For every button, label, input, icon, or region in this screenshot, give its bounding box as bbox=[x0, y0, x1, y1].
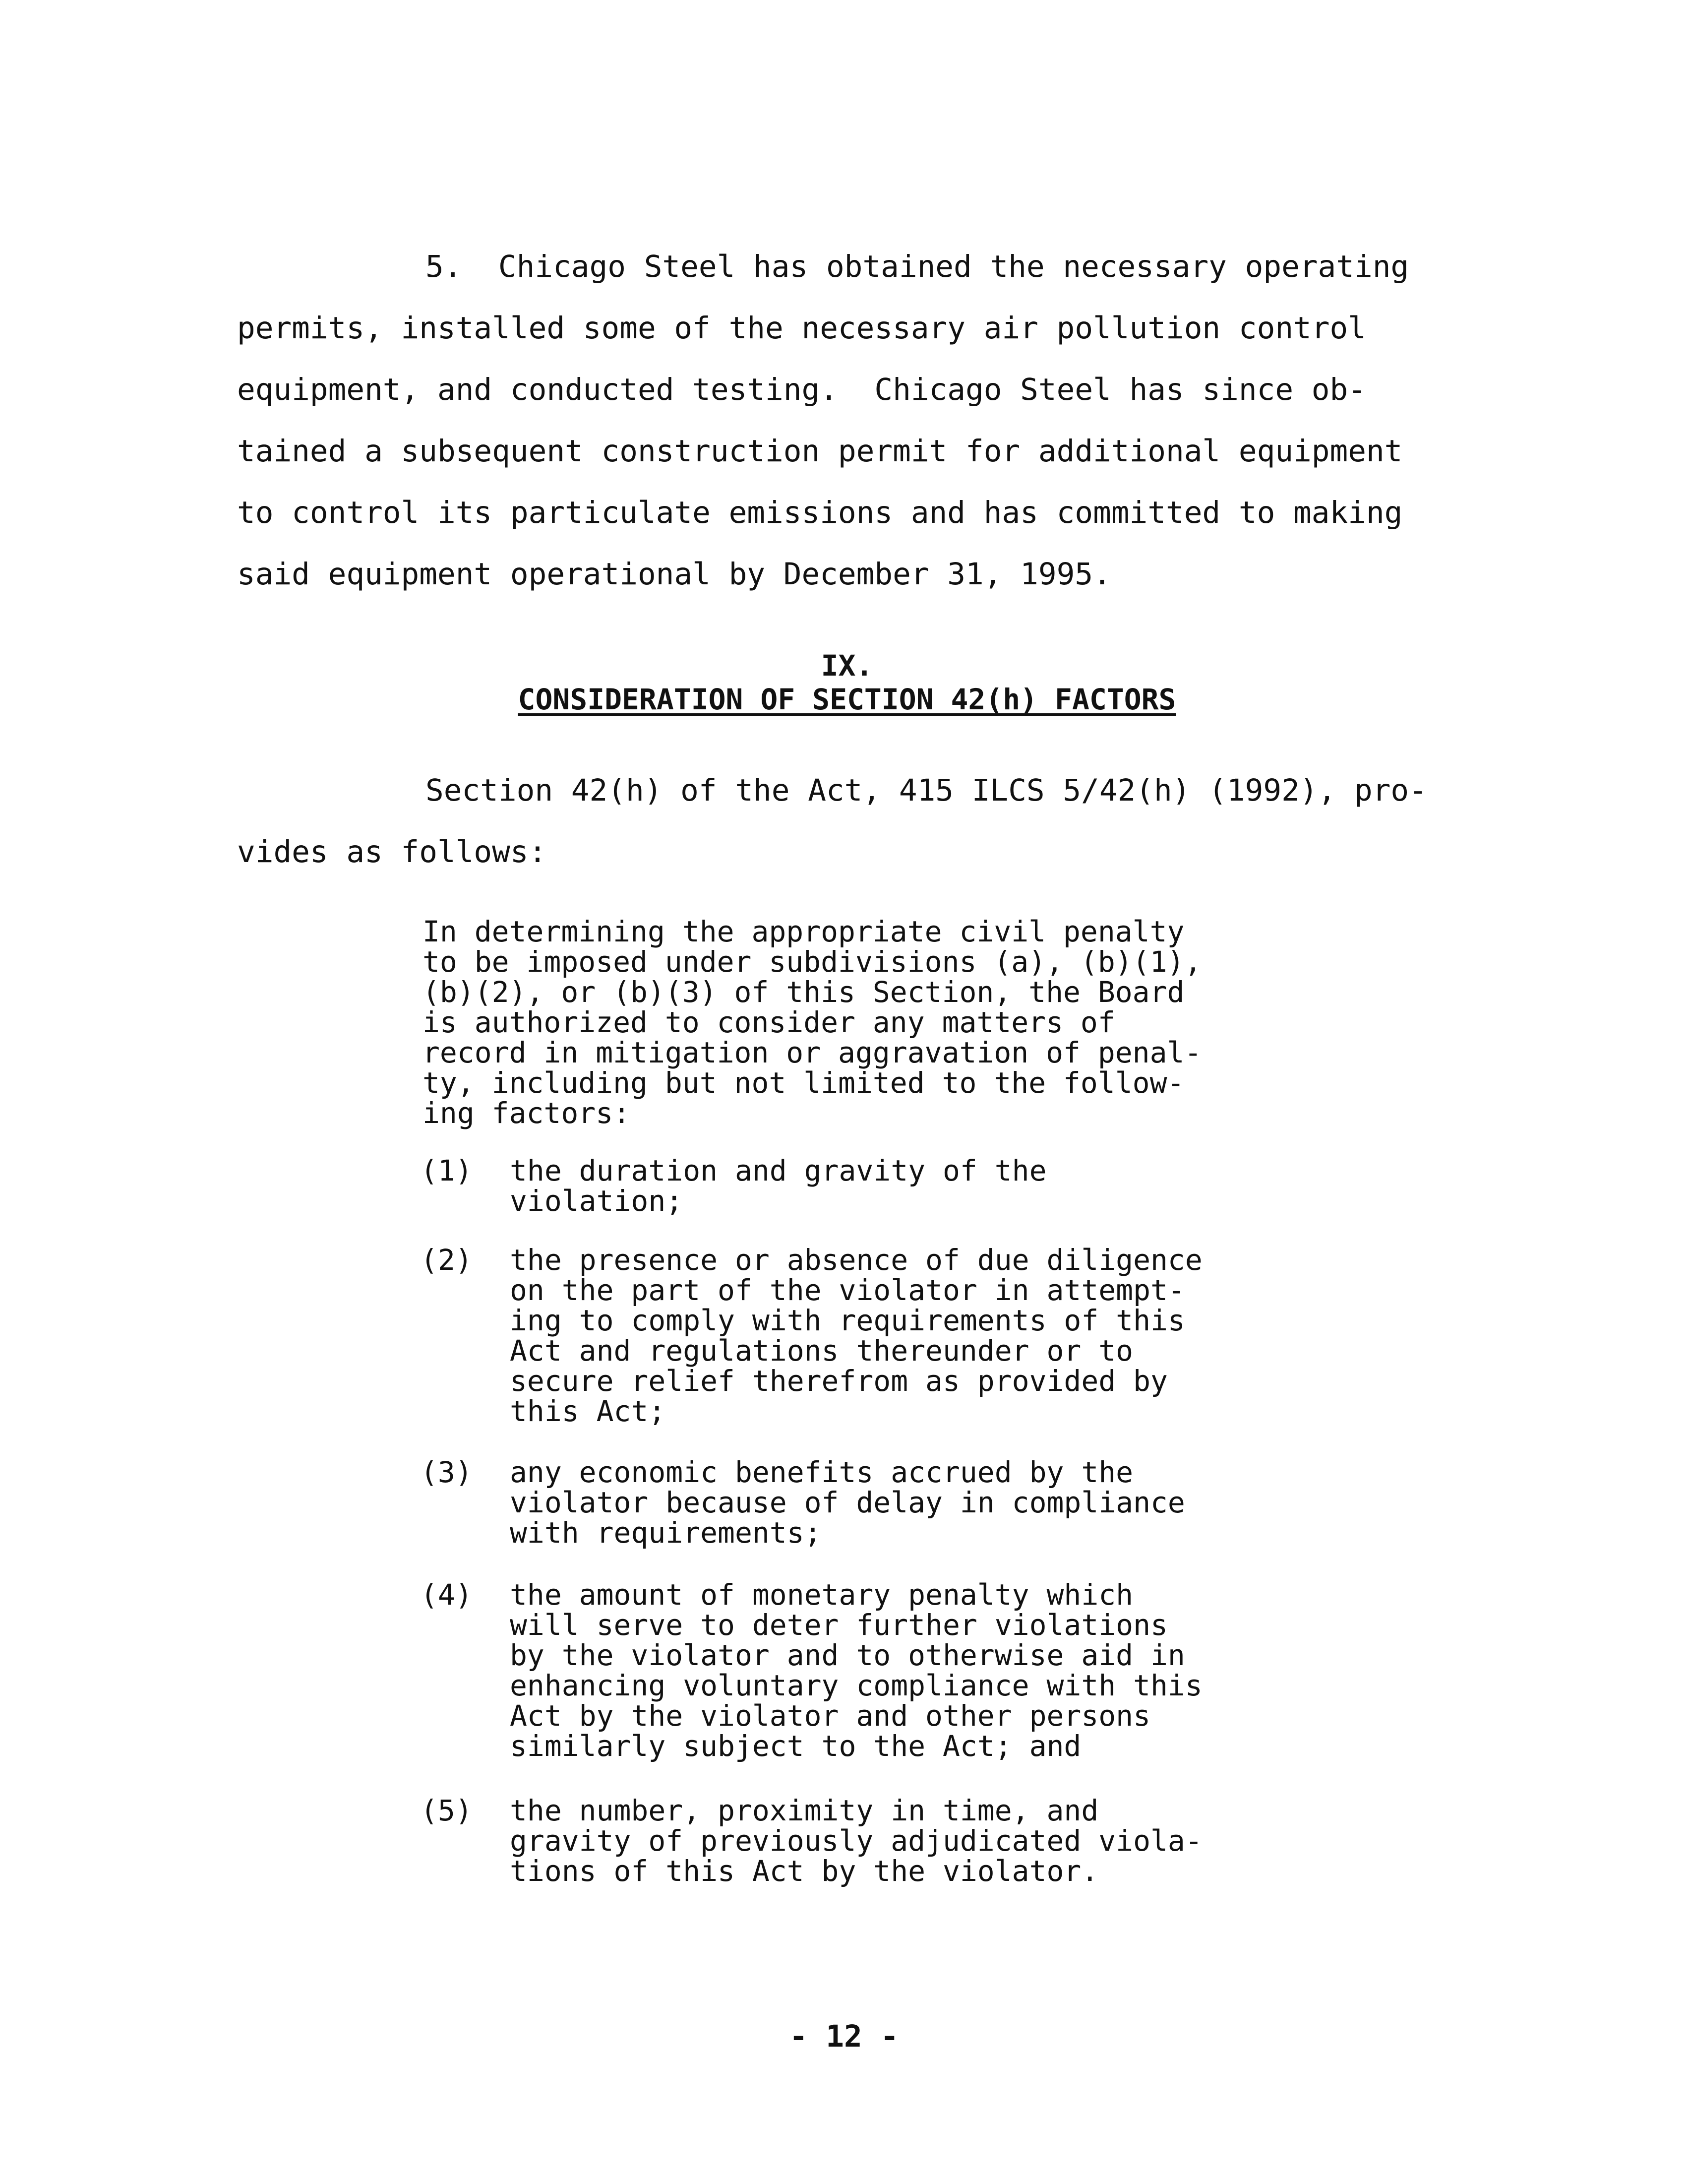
paragraph-line: vides as follows: bbox=[237, 834, 547, 870]
factor-line: this Act; bbox=[510, 1394, 666, 1428]
factor-line: ing to comply with requirements of this bbox=[510, 1304, 1185, 1337]
factor-text bbox=[510, 1580, 1383, 1761]
factor-line: secure relief therefrom as provided by bbox=[510, 1364, 1168, 1398]
paragraph-line: 5. Chicago Steel has obtained the necessary operating bbox=[425, 249, 1409, 284]
factor-line: the number, proximity in time, and bbox=[510, 1794, 1099, 1827]
factor-line: any economic benefits accrued by the bbox=[510, 1455, 1134, 1489]
factor-line: Act and regulations thereunder or to bbox=[510, 1334, 1134, 1368]
quote-line: In determining the appropriate civil penalty bbox=[422, 915, 1185, 948]
factor-line: gravity of previously adjudicated viola- bbox=[510, 1824, 1203, 1858]
factor-line: violation; bbox=[510, 1184, 683, 1218]
factor-text bbox=[510, 1245, 1383, 1427]
factor-line: Act by the violator and other persons bbox=[510, 1699, 1151, 1733]
quote-line: ing factors: bbox=[422, 1096, 631, 1130]
quote-line: ty, including but not limited to the follow- bbox=[422, 1066, 1185, 1100]
factor-line: the amount of monetary penalty which bbox=[510, 1578, 1134, 1612]
paragraph-line: Section 42(h) of the Act, 415 ILCS 5/42(h) (1992), pro- bbox=[425, 773, 1427, 808]
factor-line: on the part of the violator in attempt- bbox=[510, 1273, 1185, 1307]
factor-text bbox=[510, 1457, 1383, 1548]
intro-paragraph bbox=[237, 760, 1457, 883]
paragraph-line: tained a subsequent construction permit for additional equipment bbox=[237, 434, 1403, 469]
quote-line: is authorized to consider any matters of bbox=[422, 1005, 1115, 1039]
factor-line: by the violator and to otherwise aid in bbox=[510, 1638, 1185, 1672]
quote-line: to be imposed under subdivisions (a), (b)(1), bbox=[422, 945, 1202, 979]
factor-number: (3) bbox=[421, 1455, 473, 1489]
section-heading bbox=[237, 649, 1457, 716]
factor-number: (4) bbox=[421, 1578, 473, 1612]
factor-line: the duration and gravity of the bbox=[510, 1154, 1047, 1187]
section-number: IX. bbox=[821, 649, 873, 683]
statute-quote bbox=[422, 917, 1365, 1128]
factor-line: the presence or absence of due diligence bbox=[510, 1243, 1203, 1277]
quote-line: (b)(2), or (b)(3) of this Section, the Board bbox=[422, 975, 1185, 1009]
factor-text bbox=[510, 1796, 1383, 1886]
factor-line: similarly subject to the Act; and bbox=[510, 1729, 1082, 1763]
quote-line: record in mitigation or aggravation of penal- bbox=[422, 1036, 1202, 1069]
paragraph-5 bbox=[237, 236, 1457, 605]
factor-number: (5) bbox=[421, 1794, 473, 1827]
paragraph-line: permits, installed some of the necessary air pollution control bbox=[237, 311, 1366, 346]
factor-line: violator because of delay in compliance bbox=[510, 1486, 1185, 1519]
paragraph-line: said equipment operational by December 31, 1995. bbox=[237, 557, 1111, 592]
paragraph-line: equipment, and conducted testing. Chicago Steel has since ob- bbox=[237, 372, 1366, 407]
factor-line: tions of this Act by the violator. bbox=[510, 1854, 1099, 1888]
paragraph-line: to control its particulate emissions and has committed to making bbox=[237, 495, 1403, 530]
factor-number: (1) bbox=[421, 1154, 473, 1187]
section-title: CONSIDERATION OF SECTION 42(h) FACTORS bbox=[518, 683, 1176, 716]
factor-line: enhancing voluntary compliance with this bbox=[510, 1669, 1203, 1702]
factor-line: will serve to deter further violations bbox=[510, 1608, 1168, 1642]
page-number: - 12 - bbox=[789, 2019, 899, 2054]
factor-line: with requirements; bbox=[510, 1516, 822, 1550]
factor-text bbox=[510, 1156, 1383, 1216]
factor-number: (2) bbox=[421, 1243, 473, 1277]
